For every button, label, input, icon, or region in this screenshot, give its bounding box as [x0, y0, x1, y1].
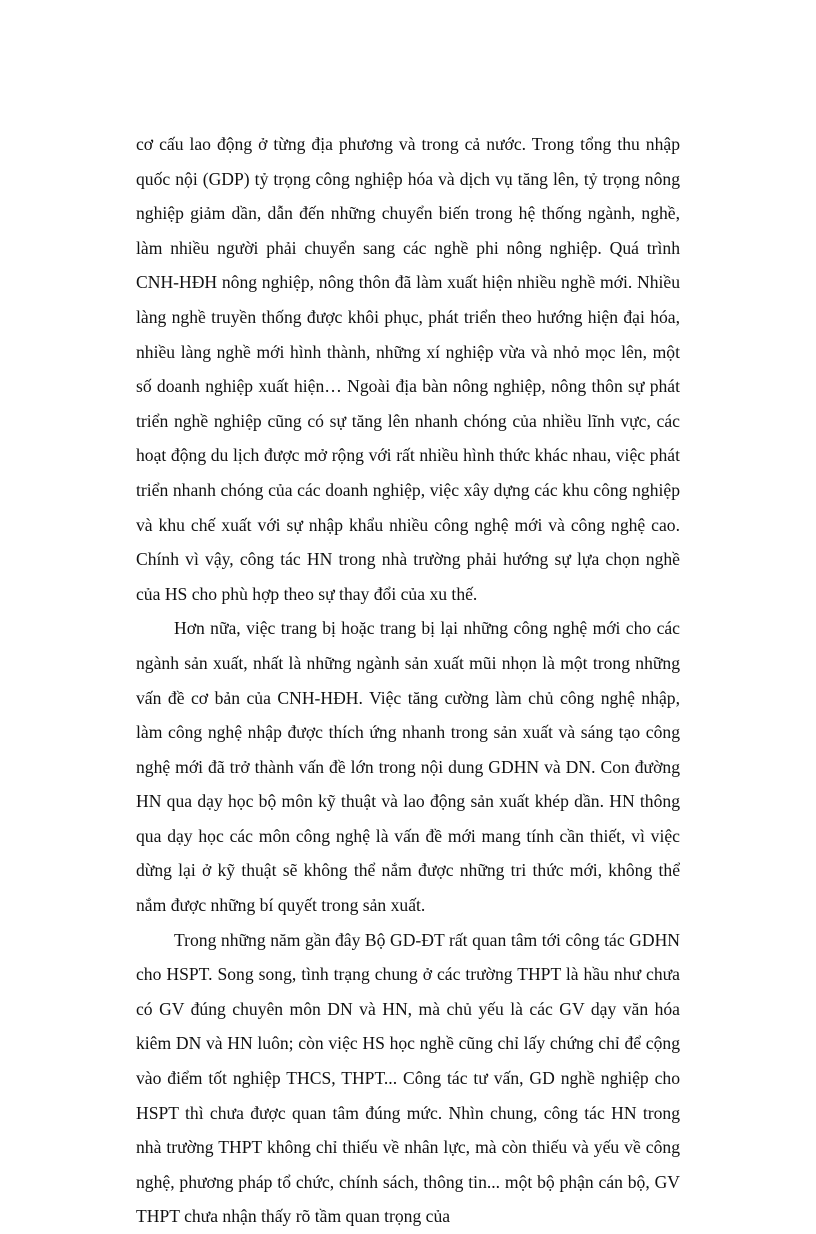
document-page — [136, 127, 680, 1234]
paragraph-technology: Hơn nữa, việc trang bị hoặc trang bị lại những công nghệ mới cho các ngành sản xuất, nhất là những ngành sản xuất mũi nhọn là một trong những vấn đề cơ bản của CNH-HĐH. Việc tăng cường làm chủ công nghệ nhập, làm công nghệ nhập được thích ứng nhanh trong sản xuất và sáng tạo công nghệ mới đã trở thành vấn đề lớn trong nội dung GDHN và DN. Con đường HN qua dạy học bộ môn kỹ thuật và lao động sản xuất khép dần. HN thông qua dạy học các môn công nghệ là vấn đề mới mang tính cần thiết, vì việc dừng lại ở kỹ thuật sẽ không thể nắm được những tri thức mới, không thể nắm được những bí quyết trong sản xuất. — [136, 618, 680, 916]
paragraph-continuation: cơ cấu lao động ở từng địa phương và trong cả nước. Trong tổng thu nhập quốc nội (GDP) tỷ trọng công nghiệp hóa và dịch vụ tăng lên, tỷ trọng nông nghiệp giảm dần, dẫn đến những chuyển biến trong hệ thống ngành, nghề, làm nhiều người phải chuyển sang các nghề phi nông nghiệp. Quá trình CNH-HĐH nông nghiệp, nông thôn đã làm xuất hiện nhiều nghề mới. Nhiều làng nghề truyền thống được khôi phục, phát triển theo hướng hiện đại hóa, nhiều làng nghề mới hình thành, những xí nghiệp vừa và nhỏ mọc lên, một số doanh nghiệp xuất hiện… Ngoài địa bàn nông nghiệp, nông thôn sự phát triển nghề nghiệp cũng có sự tăng lên nhanh chóng của nhiều lĩnh vực, các hoạt động du lịch được mở rộng với rất nhiều hình thức khác nhau, việc phát triển nhanh chóng của các doanh nghiệp, việc xây dựng các khu công nghiệp và khu chế xuất với sự nhập khẩu nhiều công nghệ mới và công nghệ cao. Chính vì vậy, công tác HN trong nhà trường phải hướng sự lựa chọn nghề của HS cho phù hợp theo sự thay đổi của xu thế. — [136, 134, 680, 604]
paragraph-ministry: Trong những năm gần đây Bộ GD-ĐT rất quan tâm tới công tác GDHN cho HSPT. Song song, tình trạng chung ở các trường THPT là hầu như chưa có GV đúng chuyên môn DN và HN, mà chủ yếu là các GV dạy văn hóa kiêm DN và HN luôn; còn việc HS học nghề cũng chỉ lấy chứng chỉ để cộng vào điểm tốt nghiệp THCS, THPT... Công tác tư vấn, GD nghề nghiệp cho HSPT thì chưa được quan tâm đúng mức. Nhìn chung, công tác HN trong nhà trường THPT không chỉ thiếu về nhân lực, mà còn thiếu và yếu về công nghệ, phương pháp tổ chức, chính sách, thông tin... một bộ phận cán bộ, GV THPT chưa nhận thấy rõ tầm quan trọng của — [136, 929, 680, 1227]
